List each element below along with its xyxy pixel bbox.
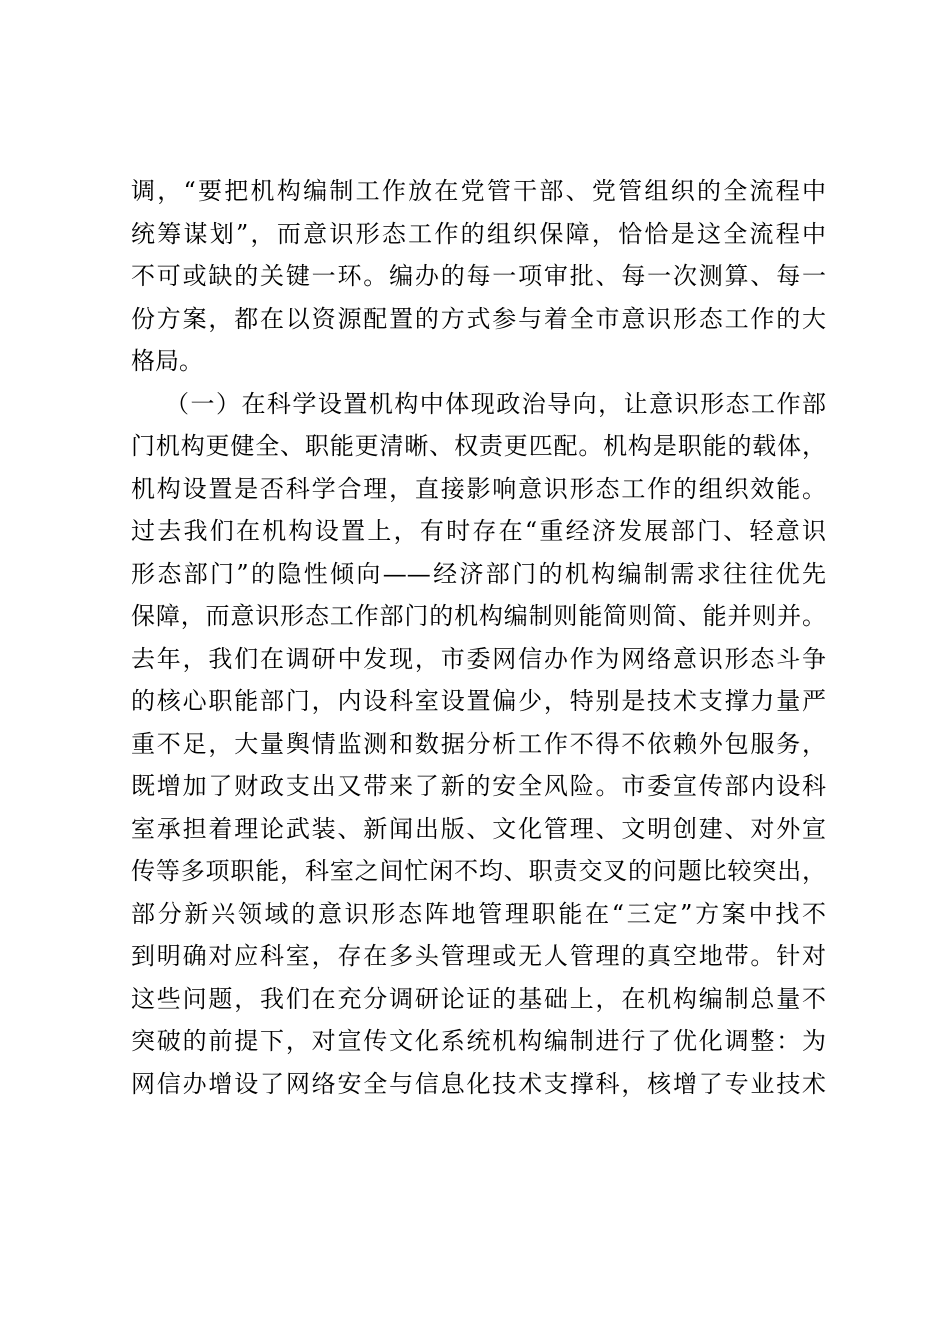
paragraph-1-line-3: 不可或缺的关键一环。编办的每一项审批、每一次测算、每一 xyxy=(131,262,826,290)
paragraph-2-line-2: 门机构更健全、职能更清晰、权责更匹配。机构是职能的载体， xyxy=(131,432,826,460)
paragraph-2-line-8: 的核心职能部门，内设科室设置偏少，特别是技术支撑力量严 xyxy=(131,687,826,715)
paragraph-2-line-11: 室承担着理论武装、新闻出版、文化管理、文明创建、对外宣 xyxy=(131,814,826,843)
paragraph-2-line-7: 去年，我们在调研中发现，市委网信办作为网络意识形态斗争 xyxy=(131,644,826,673)
paragraph-1-line-5: 格局。 xyxy=(131,347,203,375)
paragraph-2-line-9: 重不足，大量舆情监测和数据分析工作不得不依赖外包服务， xyxy=(131,729,826,758)
paragraph-1-line-1: 调，“要把机构编制工作放在党管干部、党管组织的全流程中 xyxy=(131,177,826,205)
paragraph-2-line-1: （一）在科学设置机构中体现政治导向，让意识形态工作部 xyxy=(165,389,826,418)
paragraph-1-line-4: 份方案，都在以资源配置的方式参与着全市意识形态工作的大 xyxy=(131,304,826,333)
paragraph-2-line-10: 既增加了财政支出又带来了新的安全风险。市委宣传部内设科 xyxy=(131,772,826,800)
paragraph-2-line-15: 这些问题，我们在充分调研论证的基础上，在机构编制总量不 xyxy=(131,984,826,1013)
body-text xyxy=(131,170,826,1105)
paragraph-2-line-3: 机构设置是否科学合理，直接影响意识形态工作的组织效能。 xyxy=(131,474,826,503)
paragraph-2-line-4: 过去我们在机构设置上，有时存在“重经济发展部门、轻意识 xyxy=(131,517,826,545)
paragraph-2-line-13: 部分新兴领域的意识形态阵地管理职能在“三定”方案中找不 xyxy=(131,899,826,928)
paragraph-2-line-6: 保障，而意识形态工作部门的机构编制则能简则简、能并则并。 xyxy=(131,602,826,630)
paragraph-1-line-2: 统筹谋划”，而意识形态工作的组织保障，恰恰是这全流程中 xyxy=(131,219,826,248)
paragraph-2-line-14: 到明确对应科室，存在多头管理或无人管理的真空地带。针对 xyxy=(131,942,826,970)
paragraph-2-line-5: 形态部门”的隐性倾向——经济部门的机构编制需求往往优先 xyxy=(131,559,826,588)
paragraph-2-line-12: 传等多项职能，科室之间忙闲不均、职责交叉的问题比较突出， xyxy=(131,857,826,885)
paragraph-2-line-17: 网信办增设了网络安全与信息化技术支撑科，核增了专业技术 xyxy=(131,1069,826,1098)
paragraph-2-line-16: 突破的前提下，对宣传文化系统机构编制进行了优化调整：为 xyxy=(131,1027,826,1055)
